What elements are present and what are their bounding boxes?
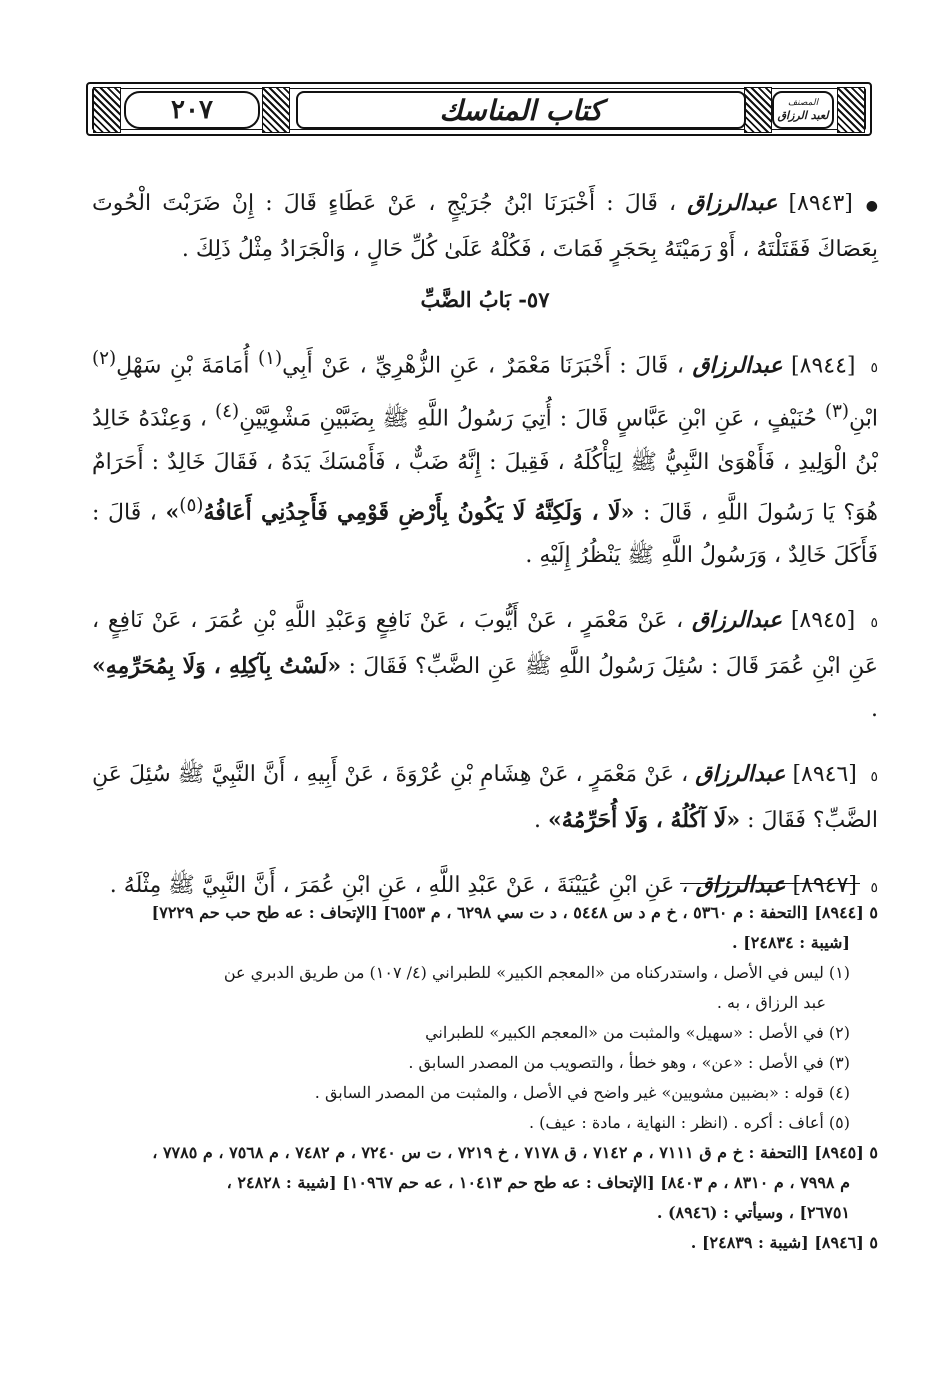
hadith-8943 <box>92 182 878 271</box>
hadith-text: حُنَيْفٍ ، عَنِ ابْنِ عَبَّاسٍ قَالَ : أُتِيَ رَسُولُ اللَّهِ ﷺ بِضَبَّيْنِ مَشْوِيَّيْنِ <box>239 406 817 432</box>
hadith-8945 <box>92 599 878 731</box>
footnote-line: ٥ [٨٩٤٤] [التحفة : م ٥٣٦٠ ، خ م د س ٥٤٤٨ ، د ت سي ٦٢٩٨ ، م ٦٥٥٣] [الإتحاف : عه طح حب حم ٧٢٢٩] <box>151 903 878 922</box>
hadith-text: ابْنِ <box>849 406 879 432</box>
note-4: (٤) قوله : «بضبين مشويين» غير واضح في الأصل ، والمثبت من المصدر السابق . <box>314 1083 850 1102</box>
hadith-text: أُمَامَةَ بْنِ سَهْلِ <box>116 353 250 379</box>
footnote-line: عبد الرزاق ، به . <box>716 993 826 1012</box>
hadith-marker: ٥ <box>870 360 879 377</box>
footnote-line: م ٧٩٩٨ ، م ٨٣١٠ ، م ٨٤٠٣] [الإتحاف : عه طح حم ١٠٤١٣ ، عه حم ١٠٩٦٧] [شيبة : ٢٤٨٢٨ ، <box>226 1173 850 1192</box>
hadith-text: ، عَنْ مَعْمَرٍ ، عَنْ هِشَامِ بْنِ عُرْوَةَ ، عَنْ أَبِيهِ ، أَنَّ النَّبِيَّ ﷺ سُئِلَ عَنِ الضَّبِّ؟ فَقَالَ : <box>92 761 878 833</box>
footnote-line: ٢٦٧٥١] ، وسيأتي : (٨٩٤٦) . <box>656 1203 850 1222</box>
hadith-number: [٨٩٤٥] <box>790 607 856 633</box>
publisher-logo <box>772 91 834 129</box>
note-3: (٣) في الأصل : «عن» ، وهو خطأ ، والتصويب من المصدر السابق . <box>408 1053 850 1072</box>
footnote-8946: ٥ [٨٩٤٦] [شيبة : ٢٤٨٣٩] . <box>690 1233 878 1252</box>
footnote-ref: (١) <box>257 348 283 369</box>
chapter-heading: ٥٧- بَابُ الضَّبِّ <box>420 287 550 312</box>
page-number: ٢٠٧ <box>171 95 213 125</box>
hadith-text: ، عَنْ مَعْمَرٍ ، عَنْ أَيُّوبَ ، عَنْ نَافِعٍ وَعَبْدِ اللَّهِ بْنِ عُمَرَ ، عَنْ نَافِعٍ ، عَنِ ابْنِ عُمَرَ قَالَ : سُئِلَ رَسُولُ اللَّهِ ﷺ عَنِ الضَّبِّ؟ فَقَالَ : <box>92 607 878 679</box>
ornament-left-inner <box>262 87 290 133</box>
hadith-marker: ● <box>865 198 878 214</box>
hadith-text: ، قَالَ : أَخْبَرَنَا ابْنُ جُرَيْجٍ ، عَنْ عَطَاءٍ قَالَ : إِنْ ضَرَبْتَ الْحُوتَ بِعَصَاكَ فَقَتَلْتَهُ ، أَوْ رَمَيْتَهُ بِحَجَرٍ فَمَاتَ ، فَكُلْهُ عَلَىٰ كُلِّ حَالٍ ، وَالْجَرَادُ مِثْلُ ذَلِكَ . <box>92 191 878 262</box>
footnote-line: (١) ليس في الأصل ، واستدركناه من «المعجم الكبير» للطبراني (٤/ ١٠٧) من طريق الدبري عن <box>223 963 850 982</box>
footnotes <box>88 898 878 1258</box>
footnote-line: ٥ [٨٩٤٥] [التحفة : خ م ق ٧١١١ ، م ٧١٤٢ ، ق ٧١٧٨ ، خ ٧٢١٩ ، ت س ٧٢٤٠ ، م ٧٤٨٢ ، م ٧٥٦٨ ، م ٧٧٨٥ ، <box>152 1143 878 1162</box>
note-1 <box>88 958 878 1018</box>
ornament-right-outer <box>837 87 865 133</box>
prophetic-quote: «لَا آكُلُهُ ، وَلَا أُحَرِّمُهُ» <box>548 806 741 833</box>
book-title-cartouche <box>296 91 746 129</box>
footnote-ref: (٤) <box>214 401 240 423</box>
hadith-marker: ٥ <box>870 614 879 631</box>
hadith-marker: ٥ <box>870 768 878 785</box>
hadith-end: . <box>534 807 542 833</box>
ornament-left-outer <box>93 87 121 133</box>
hadith-number: [٨٩٤٤] <box>791 353 856 379</box>
hadith-number: [٨٩٤٣] <box>788 191 853 216</box>
footnote-line: [شيبة : ٢٤٨٣٤] . <box>732 933 850 952</box>
hadith-8944 <box>92 337 878 577</box>
hadith-number: [٨٩٤٦] <box>792 761 857 787</box>
hadith-text: ، قَالَ : فَأَكَلَ خَالِدٌ ، وَرَسُولُ اللَّهِ ﷺ يَنْظُرُ إِلَيْهِ . <box>92 499 878 568</box>
narrator-name: عبدالرزاق <box>687 190 778 216</box>
narrator-name: عبدالرزاق <box>695 760 786 787</box>
quote-close: » <box>165 498 180 525</box>
footnote-separator <box>680 883 860 884</box>
footnote-ref: (٥) <box>179 494 204 516</box>
narrator-name: عبدالرزاق <box>692 352 783 379</box>
hadith-text: ، عَنِ ابْنِ عُيَيْنَةَ ، عَنْ عَبْدِ اللَّهِ ، عَنِ ابْنِ عُمَرَ ، أَنَّ النَّبِيَّ ﷺ مِثْلَهُ . <box>109 872 689 898</box>
narrator-name: عبدالرزاق <box>691 606 783 633</box>
hadith-text: ، وَعِنْدَهُ خَالِدُ بْنُ الْوَلِيدِ ، فَأَهْوَىٰ النَّبِيُّ ﷺ لِيَأْكُلَهُ ، فَقِيلَ : إِنَّهُ ضَبٌّ ، فَأَمْسَكَ يَدَهُ ، فَقَالَ خَالِدٌ : أَحَرَامٌ هُوَ؟ يَا رَسُولَ اللَّهِ ، قَالَ : <box>92 406 879 525</box>
prophetic-quote: «لَا ، وَلَكِنَّهُ لَا يَكُونُ بِأَرْضِ قَوْمِي فَأَجِدُنِي أَعَافُهُ <box>203 498 635 525</box>
hadith-8946 <box>92 753 878 842</box>
logo-line-1: المصنف <box>787 98 819 108</box>
book-title: كتاب المناسك <box>439 93 603 127</box>
main-text <box>92 160 878 924</box>
page-header <box>86 82 872 136</box>
note-5: (٥) أعاف : أكره . (انظر : النهاية ، مادة : عيف) . <box>528 1113 850 1132</box>
footnote-ref: (٢) <box>92 348 117 369</box>
hadith-text: ، قَالَ : أَخْبَرَنَا مَعْمَرٌ ، عَنِ الزُّهْرِيِّ ، عَنْ أَبِي <box>282 353 684 379</box>
page-number-cartouche <box>124 91 260 129</box>
prophetic-quote: «لَسْتُ بِآكِلِهِ ، وَلَا بِمُحَرِّمِهِ» <box>92 652 342 679</box>
logo-line-2: لعبد الرزاق <box>777 109 829 122</box>
hadith-end: . <box>871 696 878 722</box>
footnote-8944 <box>88 898 878 958</box>
footnote-ref: (٣) <box>824 401 850 423</box>
note-2: (٢) في الأصل : «سهيل» والمثبت من «المعجم الكبير» للطبراني <box>425 1023 850 1042</box>
ornament-right-inner <box>744 87 772 133</box>
hadith-marker: ٥ <box>870 879 878 896</box>
footnote-8945 <box>88 1138 878 1228</box>
hadith-number: [٨٩٤٧] <box>792 872 857 898</box>
narrator-name: عبدالرزاق <box>695 871 786 898</box>
